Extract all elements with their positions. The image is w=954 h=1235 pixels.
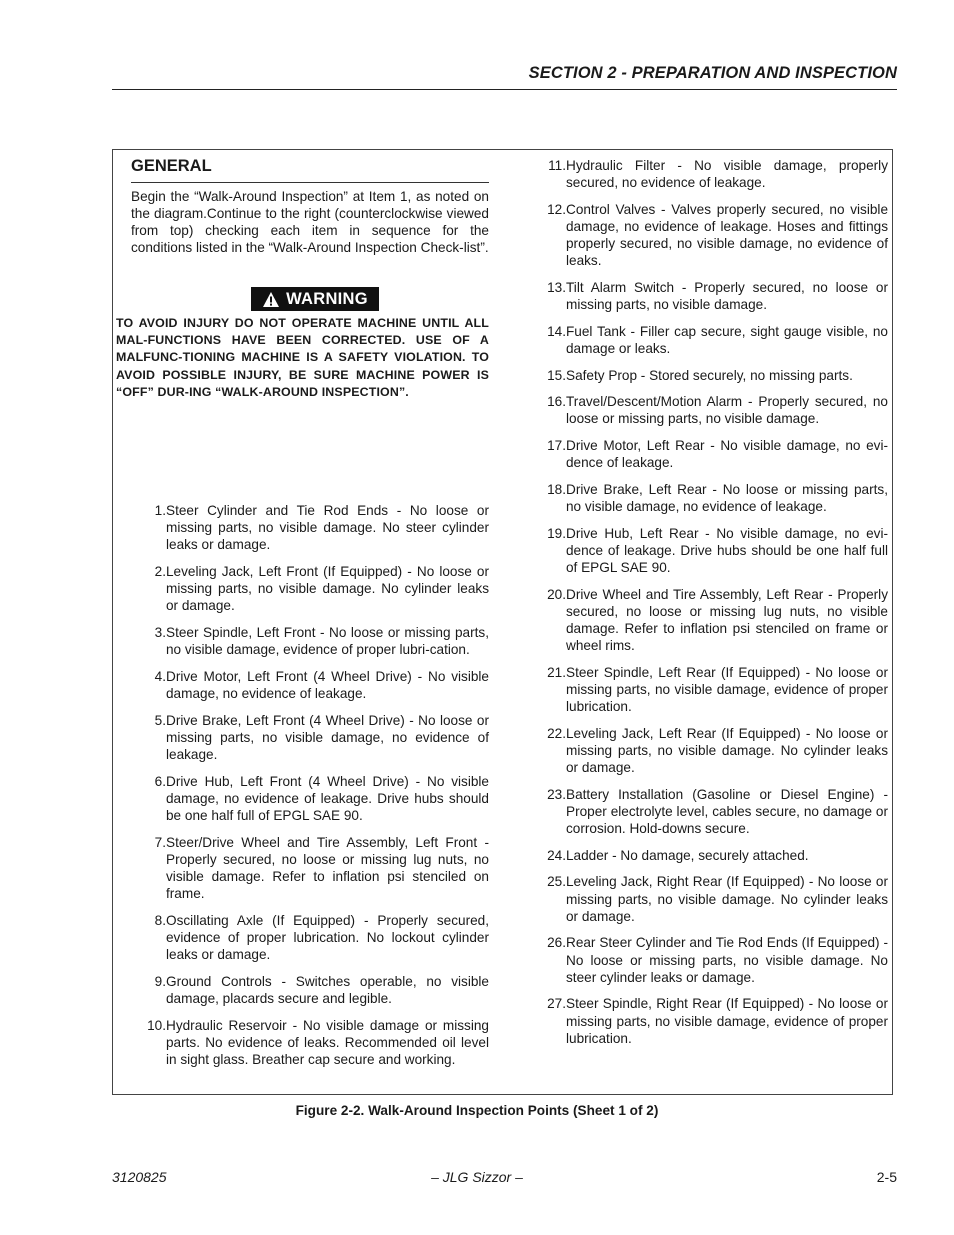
list-item [131,973,489,1007]
item-text: Drive Hub, Left Front (4 Wheel Drive) - No visible damage, no evidence of leakage. Drive hubs should be one half full of EPGL SAE 90. [166,773,489,823]
list-item [131,912,489,964]
item-text: Control Valves - Valves properly secured, no visible damage, no evidence of leakage. Hoses and fittings properly secured, no visible damage, no evidence of leaks. [566,201,888,269]
item-text: Ladder - No damage, securely attached. [566,847,809,863]
item-text: Hydraulic Filter - No visible damage, properly secured, no evidence of leakage. [566,158,888,191]
item-number-label: 1. [154,503,166,518]
item-number [531,367,566,384]
list-item [531,786,888,838]
item-text: Leveling Jack, Left Front (If Equipped) - No loose or missing parts, no visible damage. No cylinder leaks or damage. [166,564,489,614]
item-number [531,201,566,270]
item-number [131,624,166,658]
item-text: Hydraulic Reservoir - No visible damage or missing parts. No evidence of leaks. Recommended oil level in sight glass. Breather cap secure and working. [166,1017,489,1067]
list-item [531,995,888,1047]
list-item [531,201,888,270]
item-number-label: 13. [547,280,566,295]
section-title: SECTION 2 - PREPARATION AND INSPECTION [528,64,897,82]
item-number [531,873,566,925]
item-number-label: 9. [154,973,166,989]
list-item [531,847,888,864]
item-number [531,725,566,777]
item-number-label: 3. [154,625,166,640]
item-text: Fuel Tank - Filler cap secure, sight gauge visible, no damage or leaks. [566,323,888,356]
item-text: Steer Spindle, Left Front - No loose or missing parts, no visible damage, evidence of proper lubri-cation. [166,625,489,658]
item-number-label: 23. [547,786,566,802]
list-item [531,437,888,471]
item-number-label: 18. [547,481,566,497]
item-text: Battery Installation (Gasoline or Diesel Engine) - Proper electrolyte level, cables secure, no damage or corrosion. Hold-downs secure. [566,786,888,837]
list-item [531,934,888,986]
warning-badge [251,287,379,311]
item-number [131,668,166,702]
item-text: Travel/Descent/Motion Alarm - Properly secured, no loose or missing parts, no visible damage. [566,394,888,427]
item-number [531,393,566,427]
item-number-label: 20. [547,586,566,602]
item-text: Drive Motor, Left Front (4 Wheel Drive) - No visible damage, no evidence of leakage. [166,668,489,701]
item-number-label: 10. [147,1017,166,1033]
list-item [531,525,888,577]
list-item [131,773,489,825]
general-heading: GENERAL [131,157,489,183]
item-number [131,502,166,554]
item-text: Tilt Alarm Switch - Properly secured, no loose or missing parts, no visible damage. [566,280,888,313]
item-text: Leveling Jack, Left Rear (If Equipped) - No loose or missing parts, no visible damage. No cylinder leaks or damage. [566,725,888,776]
item-number [131,912,166,964]
item-number-label: 16. [547,394,566,410]
list-item [531,586,888,655]
item-text: Oscillating Axle (If Equipped) - Properly secured, evidence of proper lubrication. No lockout cylinder leaks or damage. [166,912,489,963]
item-number-label: 12. [547,201,566,217]
list-item [131,624,489,658]
item-number [131,563,166,615]
item-number-label: 26. [547,935,566,951]
list-item [531,725,888,777]
item-number [531,847,566,864]
list-item [131,834,489,903]
figure-caption: Figure 2-2. Walk-Around Inspection Points (Sheet 1 of 2) [295,1103,659,1118]
item-number [531,525,566,577]
item-text: Drive Motor, Left Rear - No visible damage, no evi-dence of leakage. [566,437,888,471]
item-number-label: 24. [547,847,566,863]
inspection-list-right [531,157,888,1056]
warning-text: TO AVOID INJURY DO NOT OPERATE MACHINE UNTIL ALL MAL-FUNCTIONS HAVE BEEN CORRECTED. USE OF A MALFUNC-TIONING MACHINE IS A SAFETY VIOLATION. TO AVOID POSSIBLE INJURY, BE SURE MACHINE POWER IS “OFF” DUR-ING “WALK-AROUND INSPECTION”. [116,316,489,399]
item-number-label: 4. [154,668,166,684]
list-item [131,668,489,702]
item-text: Drive Hub, Left Rear - No visible damage, no evi-dence of leakage. Drive hubs should be one half full of EPGL SAE 90. [566,525,888,575]
item-number-label: 7. [154,834,166,850]
item-number [531,664,566,716]
list-item [531,664,888,716]
item-number-label: 2. [154,564,166,579]
item-number [131,973,166,1007]
general-section [131,157,489,256]
item-number-label: 19. [547,525,566,541]
footer-page-number: 2-5 [876,1169,897,1185]
item-number-label: 15. [547,367,566,383]
item-number-label: 8. [154,912,166,928]
inspection-list-left [131,502,489,1078]
item-number [531,481,566,515]
list-item [131,563,489,615]
item-number [131,834,166,903]
footer-title: – JLG Sizzor – [431,1169,523,1185]
general-body: Begin the “Walk-Around Inspection” at Item 1, as noted on the diagram.Continue to the right (counterclockwise viewed from top) checking each item in sequence for the conditions listed in the “Walk-Around Inspection Check-list”. [131,189,489,255]
item-number-label: 27. [547,996,566,1012]
item-number [531,279,566,313]
item-number [531,437,566,471]
item-text: Steer Spindle, Right Rear (If Equipped) - No loose or missing parts, no visible damage, evidence of proper lubrication. [566,996,888,1046]
item-number-label: 5. [154,712,166,728]
item-number-label: 22. [547,725,566,741]
item-number-label: 21. [547,664,566,680]
list-item [531,393,888,427]
item-number [531,586,566,655]
item-text: Drive Brake, Left Front (4 Wheel Drive) - No loose or missing parts, no visible damage, no evidence of leakage. [166,712,489,762]
item-number-label: 25. [547,874,566,890]
item-number [131,773,166,825]
list-item [531,279,888,313]
item-number-label: 14. [547,323,566,339]
warning-triangle-icon [262,291,280,308]
item-text: Steer Spindle, Left Rear (If Equipped) - No loose or missing parts, no visible damage, evidence of proper lubrication. [566,664,888,715]
list-item [131,712,489,764]
list-item [531,481,888,515]
item-text: Drive Brake, Left Rear - No loose or missing parts, no visible damage, no evidence of leakage. [566,481,888,514]
list-item [131,502,489,554]
item-number-label: 11. [548,158,566,173]
item-number-label: 17. [547,437,566,453]
item-number [531,995,566,1047]
item-number [131,1017,166,1069]
item-number [531,323,566,357]
item-text: Ground Controls - Switches operable, no visible damage, placards secure and legible. [166,973,489,1006]
list-item [531,367,888,384]
item-number [131,712,166,764]
item-text: Rear Steer Cylinder and Tie Rod Ends (If Equipped) - No loose or missing parts, no visible damage. No steer cylinder leaks or damage. [566,935,888,985]
footer-doc-number: 3120825 [112,1169,167,1185]
item-number [531,786,566,838]
item-number [531,934,566,986]
item-text: Steer/Drive Wheel and Tire Assembly, Left Front - Properly secured, no loose or missing lug nuts, no visible damage. Refer to inflation psi stenciled on frame. [166,834,489,902]
item-text: Steer Cylinder and Tie Rod Ends - No loose or missing parts, no visible damage. No steer cylinder leaks or damage. [166,503,489,553]
item-text: Safety Prop - Stored securely, no missing parts. [566,367,853,383]
item-number [531,157,566,191]
warning-label: WARNING [286,289,368,308]
item-text: Leveling Jack, Right Rear (If Equipped) - No loose or missing parts, no visible damage. No cylinder leaks or damage. [566,874,888,924]
list-item [531,873,888,925]
list-item [131,1017,489,1069]
list-item [531,323,888,357]
header-rule [112,89,897,90]
list-item [531,157,888,191]
item-number-label: 6. [154,773,166,789]
item-text: Drive Wheel and Tire Assembly, Left Rear - Properly secured, no loose or missing lug nuts, no visible damage. Refer to inflation psi stenciled on frame or wheel rims. [566,586,888,654]
